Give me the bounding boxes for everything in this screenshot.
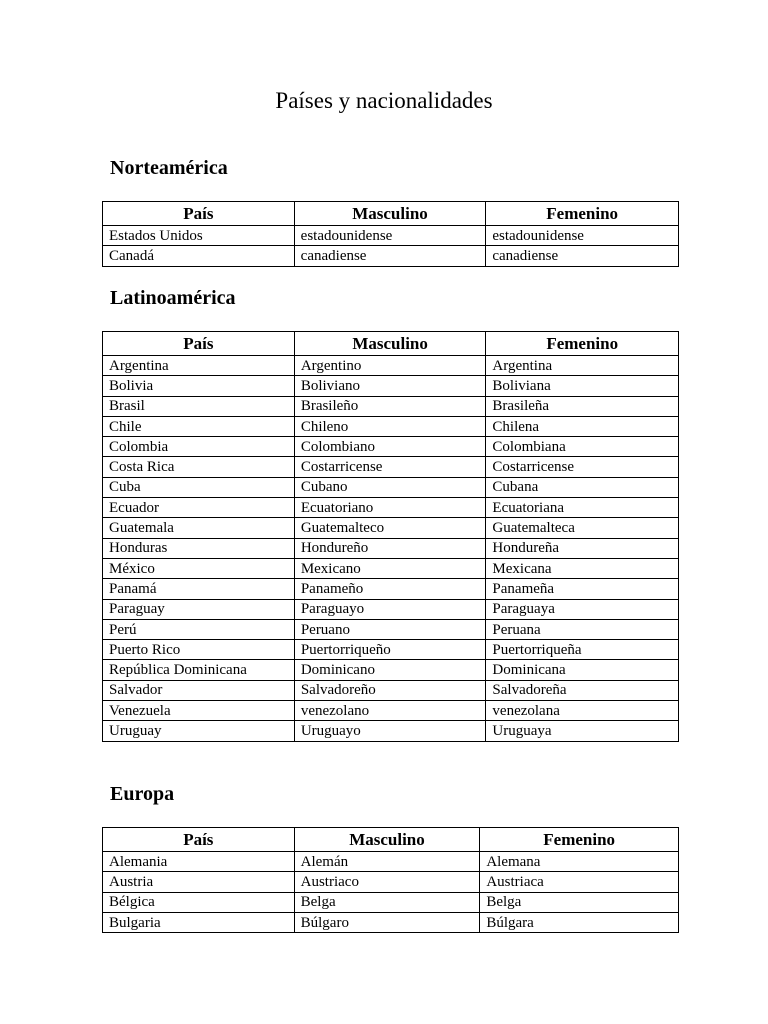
cell-masculino: Argentino xyxy=(294,356,486,376)
table-row xyxy=(103,376,679,396)
table-header-row xyxy=(103,332,679,356)
table-row xyxy=(103,498,679,518)
table-row xyxy=(103,599,679,619)
cell-femenino: canadiense xyxy=(486,246,679,266)
cell-pais: Chile xyxy=(103,416,295,436)
section-heading-europa: Europa xyxy=(110,783,175,805)
cell-femenino: Panameña xyxy=(486,579,679,599)
table-row xyxy=(103,538,679,558)
table-row xyxy=(103,457,679,477)
table-row xyxy=(103,872,679,892)
cell-femenino: Cubana xyxy=(486,477,679,497)
cell-masculino: Cubano xyxy=(294,477,486,497)
column-header-masculino: Masculino xyxy=(294,332,486,356)
column-header-femenino: Femenino xyxy=(486,202,679,226)
column-header-masculino: Masculino xyxy=(294,202,486,226)
cell-pais: Panamá xyxy=(103,579,295,599)
cell-masculino: Brasileño xyxy=(294,396,486,416)
cell-pais: Perú xyxy=(103,619,295,639)
cell-masculino: Panameño xyxy=(294,579,486,599)
cell-femenino: Chilena xyxy=(486,416,679,436)
table-europa xyxy=(102,827,679,933)
cell-femenino: Uruguaya xyxy=(486,721,679,741)
cell-femenino: estadounidense xyxy=(486,226,679,246)
cell-femenino: Puertorriqueña xyxy=(486,640,679,660)
cell-masculino: Dominicano xyxy=(294,660,486,680)
cell-femenino: Salvadoreña xyxy=(486,680,679,700)
cell-femenino: Búlgara xyxy=(480,912,679,932)
cell-masculino: estadounidense xyxy=(294,226,486,246)
table-norteamerica xyxy=(102,201,679,267)
cell-masculino: Alemán xyxy=(294,852,480,872)
section-heading-latinoamerica: Latinoamérica xyxy=(110,287,236,309)
table-row xyxy=(103,701,679,721)
cell-pais: Argentina xyxy=(103,356,295,376)
cell-masculino: Mexicano xyxy=(294,558,486,578)
table-row xyxy=(103,579,679,599)
cell-masculino: Uruguayo xyxy=(294,721,486,741)
cell-pais: Honduras xyxy=(103,538,295,558)
column-header-pais: País xyxy=(103,332,295,356)
table-row xyxy=(103,356,679,376)
cell-femenino: Belga xyxy=(480,892,679,912)
cell-pais: Alemania xyxy=(103,852,295,872)
table-row xyxy=(103,912,679,932)
cell-femenino: venezolana xyxy=(486,701,679,721)
cell-masculino: Colombiano xyxy=(294,437,486,457)
cell-masculino: Paraguayo xyxy=(294,599,486,619)
cell-femenino: Brasileña xyxy=(486,396,679,416)
cell-pais: México xyxy=(103,558,295,578)
page-title: Países y nacionalidades xyxy=(275,88,493,113)
cell-pais: República Dominicana xyxy=(103,660,295,680)
cell-pais: Estados Unidos xyxy=(103,226,295,246)
cell-pais: Austria xyxy=(103,872,295,892)
cell-pais: Bolivia xyxy=(103,376,295,396)
cell-masculino: Hondureño xyxy=(294,538,486,558)
cell-pais: Colombia xyxy=(103,437,295,457)
cell-femenino: Argentina xyxy=(486,356,679,376)
cell-femenino: Ecuatoriana xyxy=(486,498,679,518)
cell-femenino: Guatemalteca xyxy=(486,518,679,538)
cell-masculino: Costarricense xyxy=(294,457,486,477)
cell-pais: Costa Rica xyxy=(103,457,295,477)
table-row xyxy=(103,396,679,416)
column-header-pais: País xyxy=(103,828,295,852)
table-row xyxy=(103,518,679,538)
cell-pais: Uruguay xyxy=(103,721,295,741)
column-header-femenino: Femenino xyxy=(480,828,679,852)
cell-pais: Cuba xyxy=(103,477,295,497)
table-row xyxy=(103,640,679,660)
cell-masculino: Boliviano xyxy=(294,376,486,396)
cell-femenino: Colombiana xyxy=(486,437,679,457)
cell-pais: Bélgica xyxy=(103,892,295,912)
table-row xyxy=(103,246,679,266)
table-row xyxy=(103,852,679,872)
cell-masculino: Ecuatoriano xyxy=(294,498,486,518)
table-row xyxy=(103,416,679,436)
cell-masculino: venezolano xyxy=(294,701,486,721)
cell-femenino: Paraguaya xyxy=(486,599,679,619)
cell-femenino: Boliviana xyxy=(486,376,679,396)
cell-pais: Brasil xyxy=(103,396,295,416)
table-row xyxy=(103,721,679,741)
table-header-row xyxy=(103,828,679,852)
table-row xyxy=(103,680,679,700)
column-header-pais: País xyxy=(103,202,295,226)
table-latinoamerica xyxy=(102,331,679,742)
column-header-masculino: Masculino xyxy=(294,828,480,852)
cell-femenino: Hondureña xyxy=(486,538,679,558)
table-row xyxy=(103,558,679,578)
cell-femenino: Dominicana xyxy=(486,660,679,680)
column-header-femenino: Femenino xyxy=(486,332,679,356)
table-header-row xyxy=(103,202,679,226)
cell-femenino: Austriaca xyxy=(480,872,679,892)
cell-masculino: Salvadoreño xyxy=(294,680,486,700)
cell-pais: Salvador xyxy=(103,680,295,700)
cell-masculino: Puertorriqueño xyxy=(294,640,486,660)
cell-pais: Bulgaria xyxy=(103,912,295,932)
table-row xyxy=(103,619,679,639)
table-row xyxy=(103,226,679,246)
cell-pais: Canadá xyxy=(103,246,295,266)
cell-pais: Guatemala xyxy=(103,518,295,538)
cell-masculino: Guatemalteco xyxy=(294,518,486,538)
cell-masculino: Búlgaro xyxy=(294,912,480,932)
cell-pais: Venezuela xyxy=(103,701,295,721)
table-row xyxy=(103,477,679,497)
cell-pais: Paraguay xyxy=(103,599,295,619)
cell-masculino: canadiense xyxy=(294,246,486,266)
table-row xyxy=(103,660,679,680)
cell-masculino: Belga xyxy=(294,892,480,912)
cell-femenino: Alemana xyxy=(480,852,679,872)
cell-femenino: Mexicana xyxy=(486,558,679,578)
cell-femenino: Peruana xyxy=(486,619,679,639)
cell-femenino: Costarricense xyxy=(486,457,679,477)
cell-masculino: Peruano xyxy=(294,619,486,639)
section-heading-norteamerica: Norteamérica xyxy=(110,157,228,179)
cell-pais: Ecuador xyxy=(103,498,295,518)
cell-masculino: Austriaco xyxy=(294,872,480,892)
table-row xyxy=(103,437,679,457)
table-row xyxy=(103,892,679,912)
cell-pais: Puerto Rico xyxy=(103,640,295,660)
cell-masculino: Chileno xyxy=(294,416,486,436)
